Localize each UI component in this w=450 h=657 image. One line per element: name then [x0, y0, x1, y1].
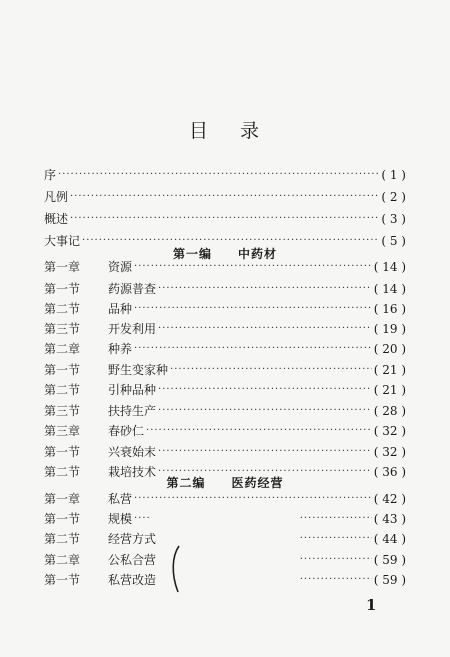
- toc-entry[interactable]: 第二节 经营方式 ····· ( 44 ): [44, 530, 406, 548]
- title-char-2: 录: [240, 120, 262, 142]
- toc-entry[interactable]: 第三节 开发利用 ····· ( 19 ): [44, 320, 406, 338]
- part-1-heading: 第一编 中药材: [172, 247, 278, 261]
- toc-entry[interactable]: 第一章 资源 ····· ( 14 ): [44, 258, 406, 276]
- toc-entry[interactable]: 第二章 种养 ····· ( 20 ): [44, 340, 406, 358]
- toc-entry-chronicle[interactable]: 大事记 ····· ( 5 ): [44, 232, 406, 250]
- ink-mark: [170, 544, 182, 594]
- dot-leader: [70, 188, 379, 206]
- toc-entry[interactable]: 第一节 药源普查 ····· ( 14 ): [44, 280, 406, 298]
- toc-entry-notes[interactable]: 凡例 ····· ( 2 ): [44, 188, 406, 206]
- dot-leader: [58, 166, 379, 184]
- title-char-1: 目: [188, 120, 210, 142]
- toc-entry[interactable]: 第一节 野生变家种 ····· ( 21 ): [44, 361, 406, 379]
- page-number: 1: [366, 596, 377, 614]
- dot-leader: [70, 210, 379, 228]
- toc-entry-preface[interactable]: 序 ····· ( 1 ): [44, 166, 406, 184]
- toc-entry[interactable]: 第二节 品种 ····· ( 16 ): [44, 300, 406, 318]
- toc-entry[interactable]: 第一节 规模 ····· ····· ( 43 ): [44, 510, 406, 528]
- toc-entry[interactable]: 第一节 私营改造 ····· ( 59 ): [44, 571, 406, 589]
- toc-entry[interactable]: 第三节 扶持生产 ····· ( 28 ): [44, 402, 406, 420]
- part-2-heading: 第二编 医药经营: [166, 476, 284, 490]
- toc-entry[interactable]: 第一节 兴衰始末 ····· ( 32 ): [44, 443, 406, 461]
- toc-entry-overview[interactable]: 概述 ····· ( 3 ): [44, 210, 406, 228]
- toc-entry[interactable]: 第二章 公私合营 ····· ( 59 ): [44, 551, 406, 569]
- toc-entry[interactable]: 第三章 春砂仁 ····· ( 32 ): [44, 422, 406, 440]
- toc-entry[interactable]: 第二节 引种品种 ····· ( 21 ): [44, 381, 406, 399]
- toc-entry[interactable]: 第一章 私营 ····· ( 42 ): [44, 490, 406, 508]
- toc-entry[interactable]: 第二节 栽培技术 ····· ( 36 ): [44, 463, 406, 481]
- page-title: [0, 116, 450, 143]
